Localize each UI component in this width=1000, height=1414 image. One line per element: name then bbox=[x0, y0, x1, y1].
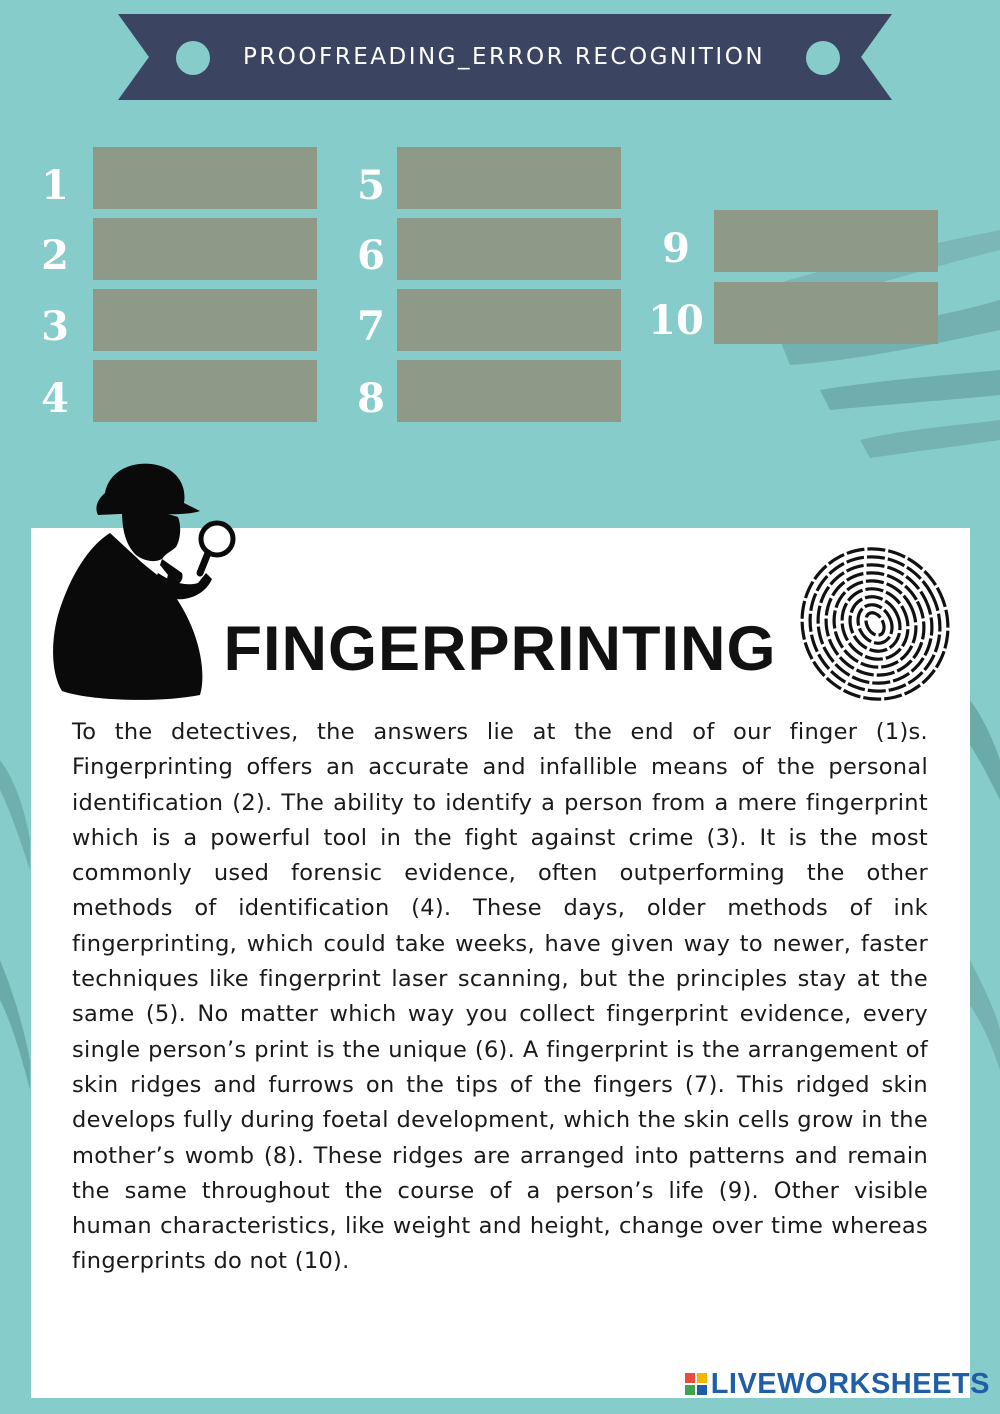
article-passage: To the detectives, the answers lie at the end of our finger (1)s. Fingerprinting offers an accurate and infallible means of the personal identification (2). The ability to identify a person from a mere fingerprint which is a powerful tool in the fight against crime (3). It is the most commonly used forensic evidence, often outperforming the other methods of identification (4). These days, older methods of ink fingerprinting, which could take weeks, have given way to newer, faster techniques like fingerprint laser scanning, but the principles stay at the same (5). No matter which way you collect fingerprint evidence, every single person’s print is the unique (6). A fingerprint is the arrangement of skin ridges and furrows on the tips of the fingers (7). This ridged skin develops fully during foetal development, which the skin cells grow in the mother’s womb (8). These ridges are arranged into patterns and remain the same throughout the course of a person’s life (9). Other visible human characteristics, like weight and height, change over time whereas fingerprints do not (10). bbox=[72, 719, 928, 1275]
logo-text: LIVEWORKSHEETS bbox=[710, 1367, 990, 1400]
answer-box-8[interactable] bbox=[397, 360, 621, 422]
answer-number-8: 8 bbox=[357, 375, 385, 422]
answer-number-5: 5 bbox=[357, 162, 385, 209]
answer-box-4[interactable] bbox=[93, 360, 317, 422]
banner-right-dot bbox=[806, 41, 840, 75]
fingerprint-icon bbox=[795, 540, 955, 705]
answer-box-3[interactable] bbox=[93, 289, 317, 351]
answer-number-2: 2 bbox=[41, 232, 69, 279]
answer-number-7: 7 bbox=[357, 303, 385, 350]
logo-mark-icon bbox=[685, 1373, 707, 1395]
banner-title: PROOFREADING_ERROR RECOGNITION bbox=[242, 44, 766, 70]
answer-box-6[interactable] bbox=[397, 218, 621, 280]
answer-box-7[interactable] bbox=[397, 289, 621, 351]
answer-number-3: 3 bbox=[41, 303, 69, 350]
answer-number-6: 6 bbox=[357, 232, 385, 279]
liveworksheets-logo bbox=[685, 1366, 990, 1402]
answer-box-5[interactable] bbox=[397, 147, 621, 209]
answer-box-2[interactable] bbox=[93, 218, 317, 280]
answer-number-10: 10 bbox=[648, 297, 704, 344]
article-heading: FINGERPRINTING bbox=[223, 614, 777, 684]
answer-box-9[interactable] bbox=[714, 210, 938, 272]
answer-box-10[interactable] bbox=[714, 282, 938, 344]
answer-number-9: 9 bbox=[662, 225, 690, 272]
answer-number-4: 4 bbox=[41, 375, 69, 422]
answer-box-1[interactable] bbox=[93, 147, 317, 209]
answer-number-1: 1 bbox=[41, 162, 69, 209]
